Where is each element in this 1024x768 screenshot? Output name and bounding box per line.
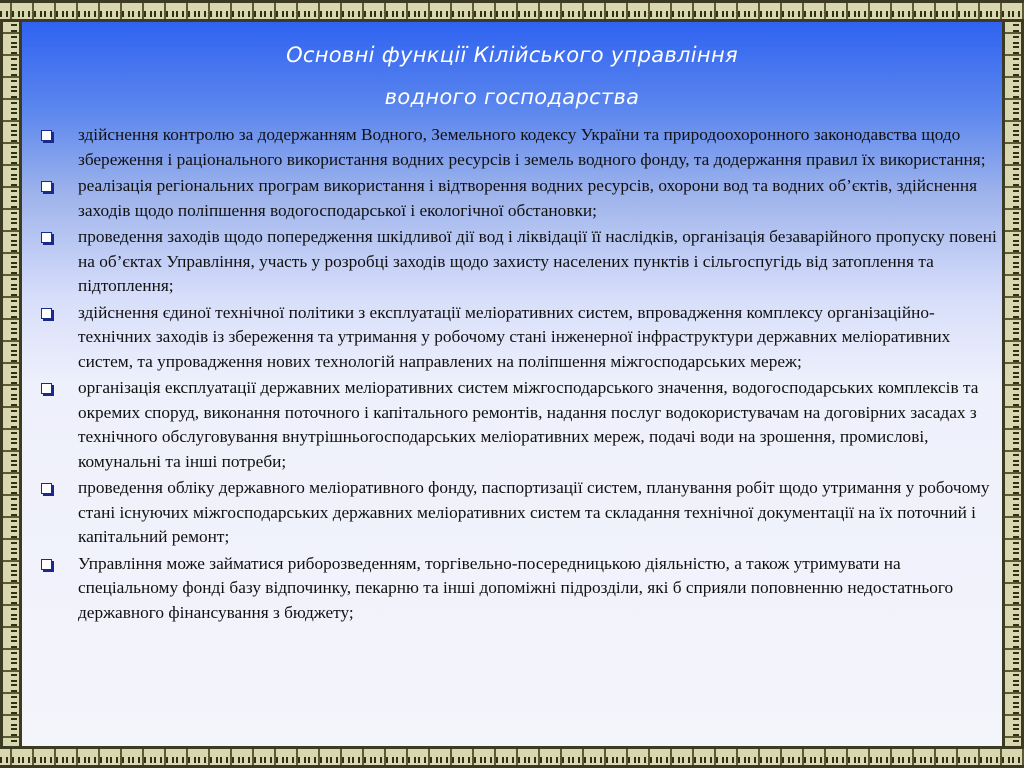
list-item-text: організація експлуатації державних меліоративних систем міжгосподарського значення, водогосподарських комплексів та окремих споруд, виконання поточного і капітального ремонтів, надання послуг водокористувачам на договірних засадах з технічного обслуговування внутрішньогосподарських меліоративних мереж, подачі води на зрошення, промислові, комунальні та інші потреби; <box>78 378 979 471</box>
list-item-text: здійснення контролю за додержанням Водного, Земельного кодексу України та природоохоронного законодавства щодо збереження і раціонального використання водних ресурсів і земель водного фонду, та додержання правил їх використання; <box>78 125 986 169</box>
list-item <box>22 301 997 375</box>
list-item <box>22 123 997 172</box>
slide-title-line-1: Основні функції Кілійського управління <box>286 43 738 67</box>
square-bullet-icon <box>41 232 52 243</box>
square-bullet-icon <box>41 483 52 494</box>
list-item <box>22 376 997 474</box>
slide-content-panel <box>22 22 1002 746</box>
square-bullet-icon <box>41 559 52 570</box>
list-item <box>22 174 997 223</box>
square-bullet-icon <box>41 181 52 192</box>
list-item-text: проведення обліку державного меліоративного фонду, паспортизації систем, планування робіт щодо утримання у робочому стані існуючих міжгосподарських державних меліоративних систем та складання технічної документації на їх поточний і капітальний ремонт; <box>78 478 990 546</box>
list-item-text: реалізація регіональних програм використання і відтворення водних ресурсів, охорони вод та водних об’єктів, здійснення заходів щодо поліпшення водогосподарської і екологічної обстановки; <box>78 176 978 220</box>
list-item <box>22 225 997 299</box>
list-item <box>22 552 997 626</box>
decorative-border-right <box>1002 22 1024 746</box>
list-item-text: Управління може займатися риборозведенням, торгівельно-посередницькою діяльністю, а також утримувати на спеціальному фонді базу відпочинку, пекарню та інші допоміжні підрозділи, які б сприяли поповненню недостатнього державного фінансування з бюджету; <box>78 553 954 622</box>
decorative-border-bottom <box>0 746 1024 768</box>
decorative-border-top <box>0 0 1024 22</box>
list-item-text: проведення заходів щодо попередження шкідливої дії вод і ліквідації її наслідків, організація безаварійного пропуску повені на об’єктах Управління, участь у розробці заходів щодо захисту населених пунктів і сільгоспугідь від затоплення та підтоплення; <box>78 227 997 295</box>
list-item-text: здійснення єдиної технічної політики з експлуатації меліоративних систем, впровадження комплексу організаційно-технічних заходів із збереження та утримання у робочому стані інженерної інфраструктури державних меліоративних систем, та упровадження нових технологій направлених на поліпшення міжгосподарських мереж; <box>78 302 951 371</box>
square-bullet-icon <box>41 308 52 319</box>
slide-title <box>22 34 1002 118</box>
functions-list <box>22 123 997 627</box>
square-bullet-icon <box>41 383 52 394</box>
decorative-border-left <box>0 22 22 746</box>
slide-title-line-2: водного господарства <box>384 85 640 109</box>
square-bullet-icon <box>41 130 52 141</box>
list-item <box>22 476 997 550</box>
